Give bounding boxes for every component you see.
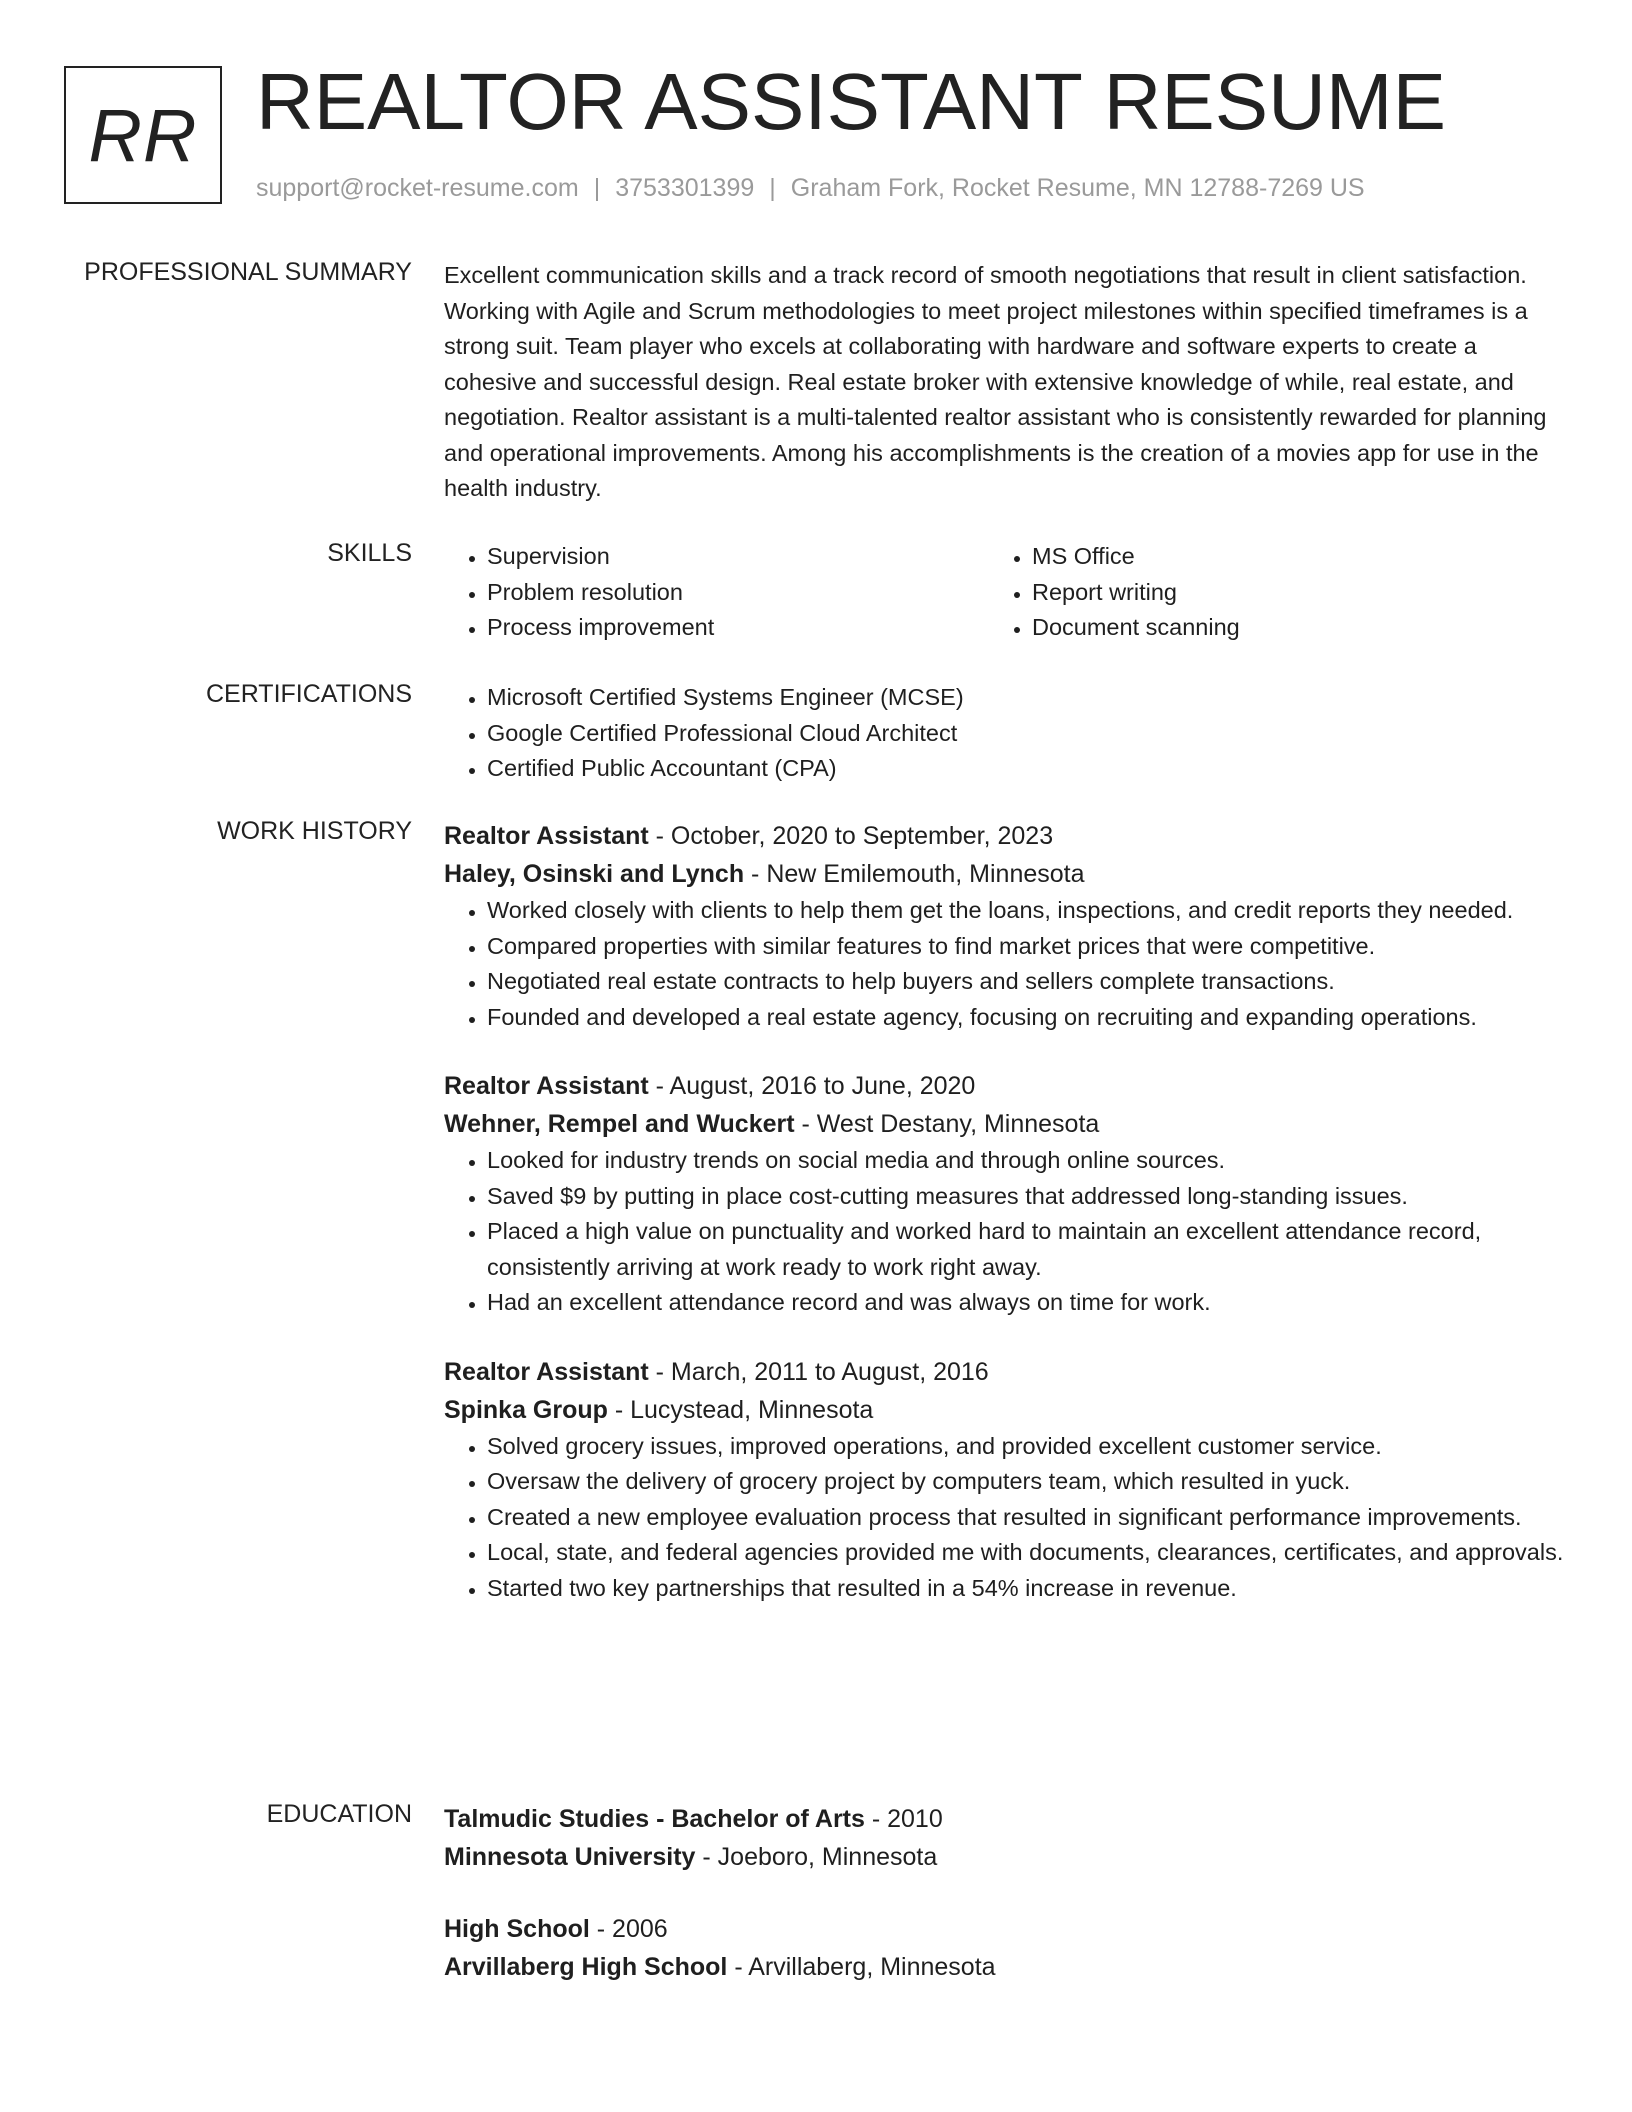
education-location: - Joeboro, Minnesota	[695, 1843, 938, 1871]
education-degree-line	[444, 1800, 1564, 1838]
contact-address: Graham Fork, Rocket Resume, MN 12788-7269 US	[790, 174, 1365, 202]
resume-title: REALTOR ASSISTANT RESUME	[256, 57, 1446, 146]
job-bullet: • Local, state, and federal agencies provided me with documents, clearances, certificates, and approvals.	[487, 1535, 1564, 1571]
job-bullet: • Negotiated real estate contracts to help buyers and sellers complete transactions.	[487, 964, 1564, 1000]
skill-item: • Document scanning	[1032, 610, 1534, 646]
job-dates: - March, 2011 to August, 2016	[648, 1357, 989, 1386]
skills-list-left	[444, 539, 989, 646]
contact-email[interactable]: support@rocket-resume.com	[256, 174, 579, 202]
job-title-line	[444, 1067, 1564, 1105]
section-heading-education: EDUCATION	[266, 1800, 412, 1828]
job-title: Realtor Assistant	[444, 1357, 649, 1386]
job-title-line	[444, 1353, 1564, 1391]
job-bullet: • Solved grocery issues, improved operations, and provided excellent customer service.	[487, 1429, 1564, 1465]
education-school-line	[444, 1838, 1564, 1876]
job-dates: - August, 2016 to June, 2020	[648, 1072, 976, 1100]
contact-line	[256, 174, 1365, 203]
certification-item: • Microsoft Certified Systems Engineer (MCSE)	[487, 680, 1564, 716]
job-bullets	[444, 1143, 1564, 1321]
job-bullet: • Had an excellent attendance record and was always on time for work.	[487, 1285, 1564, 1321]
job-location: - New Emilemouth, Minnesota	[744, 860, 1085, 888]
job-bullet: • Saved $9 by putting in place cost-cutting measures that addressed long-standing issues.	[487, 1179, 1564, 1215]
monogram-logo: RR	[64, 66, 222, 204]
contact-separator: |	[769, 174, 776, 202]
job-location: - West Destany, Minnesota	[794, 1110, 1100, 1138]
job-bullet: • Placed a high value on punctuality and worked hard to maintain an excellent attendance record, consistently arriving at work ready to work right away.	[487, 1214, 1564, 1285]
job-bullet: • Created a new employee evaluation process that resulted in significant performance improvements.	[487, 1500, 1564, 1536]
job-title-line	[444, 817, 1564, 855]
job-entry	[444, 817, 1564, 1035]
summary-text: Excellent communication skills and a track record of smooth negotiations that result in client satisfaction. Working with Agile and Scrum methodologies to meet project milestones within specified timeframes is a strong suit. Team player who excels at collaborating with hardware and software experts to create a cohesive and successful design. Real estate broker with extensive knowledge of while, real estate, and negotiation. Realtor assistant is a multi-talented realtor assistant who is consistently rewarded for planning and operational improvements. Among his accomplishments is the creation of a movies app for use in the health industry.	[444, 262, 1547, 501]
education-location: - Arvillaberg, Minnesota	[727, 1953, 996, 1981]
education-year: - 2006	[589, 1915, 668, 1943]
job-bullet: • Worked closely with clients to help them get the loans, inspections, and credit reports they needed.	[487, 893, 1564, 929]
education-entry	[444, 1910, 1564, 1986]
skill-item: • Process improvement	[487, 610, 989, 646]
job-title: Realtor Assistant	[444, 822, 649, 850]
certification-item: • Google Certified Professional Cloud Architect	[487, 716, 1564, 752]
job-company-line	[444, 855, 1564, 893]
job-bullets	[444, 1429, 1564, 1607]
job-company: Wehner, Rempel and Wuckert	[444, 1110, 795, 1138]
contact-separator: |	[593, 174, 601, 202]
education-school: Arvillaberg High School	[444, 1953, 728, 1981]
job-bullet: • Compared properties with similar features to find market prices that were competitive.	[487, 929, 1564, 965]
job-company-line	[444, 1105, 1564, 1143]
job-company: Spinka Group	[444, 1395, 608, 1424]
job-location: - Lucystead, Minnesota	[607, 1395, 874, 1424]
job-bullet: • Looked for industry trends on social media and through online sources.	[487, 1143, 1564, 1179]
contact-phone[interactable]: 3753301399	[615, 174, 755, 202]
skill-item: • Supervision	[487, 539, 989, 575]
job-bullet: • Started two key partnerships that resulted in a 54% increase in revenue.	[487, 1571, 1564, 1607]
section-heading-summary: PROFESSIONAL SUMMARY	[84, 258, 412, 286]
job-title: Realtor Assistant	[444, 1072, 649, 1100]
education-entry	[444, 1800, 1564, 1876]
education-degree-line	[444, 1910, 1564, 1948]
skill-item: • MS Office	[1032, 539, 1534, 575]
education-school-line	[444, 1948, 1564, 1986]
job-bullet: • Founded and developed a real estate agency, focusing on recruiting and expanding operations.	[487, 1000, 1564, 1036]
section-heading-certifications: CERTIFICATIONS	[205, 680, 412, 708]
section-heading-work-history: WORK HISTORY	[217, 817, 412, 845]
job-bullet: • Oversaw the delivery of grocery project by computers team, which resulted in yuck.	[487, 1464, 1564, 1500]
skills-list-right	[989, 539, 1534, 646]
certification-item: • Certified Public Accountant (CPA)	[487, 751, 1564, 787]
skill-item: • Problem resolution	[487, 575, 989, 611]
job-bullets	[444, 893, 1564, 1035]
education-degree: Talmudic Studies - Bachelor of Arts	[444, 1805, 865, 1833]
job-entry	[444, 1067, 1564, 1321]
job-dates: - October, 2020 to September, 2023	[648, 822, 1054, 850]
section-heading-skills: SKILLS	[327, 539, 412, 567]
education-school: Minnesota University	[444, 1843, 696, 1871]
education-degree: High School	[444, 1915, 590, 1943]
certifications-list	[444, 680, 1564, 787]
job-entry	[444, 1353, 1564, 1607]
job-company: Haley, Osinski and Lynch	[444, 860, 745, 888]
job-company-line	[444, 1391, 1564, 1429]
skill-item: • Report writing	[1032, 575, 1534, 611]
education-year: - 2010	[864, 1805, 943, 1833]
